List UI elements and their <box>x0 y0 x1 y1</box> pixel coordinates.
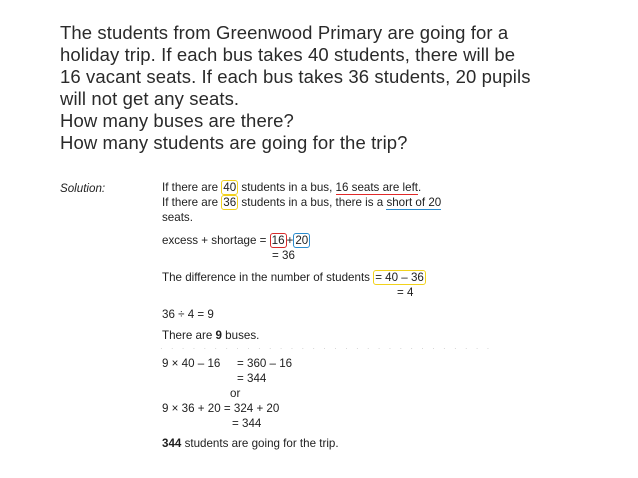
calc2-line: 9 × 36 + 20 = 324 + 20 <box>162 402 280 415</box>
text: There are <box>162 329 216 342</box>
underline-16-seats: 16 seats are left <box>335 181 419 194</box>
faint-scan-marks: · · · · · · · · · · · · · · · · · · · · · · · · · · · · · · · <box>160 344 493 353</box>
question-line-2: holiday trip. If each bus takes 40 students, there will be <box>60 44 516 65</box>
text: students in a bus, there is a <box>238 196 387 209</box>
underline-short-of-20: short of 20 <box>386 196 442 209</box>
question-line-5: How many buses are there? <box>60 110 294 131</box>
text: excess + shortage = <box>162 234 270 247</box>
box-40-minus-36: = 40 – 36 <box>375 271 424 284</box>
answer-number: 344 <box>162 437 182 450</box>
excess-shortage-line <box>162 234 310 248</box>
calc2-result: = 344 <box>232 417 262 430</box>
text: students in a bus, <box>238 181 336 194</box>
buses-line <box>162 329 259 343</box>
buses-count: 9 <box>215 329 222 342</box>
text: If there are <box>162 181 222 194</box>
division-line: 36 ÷ 4 = 9 <box>162 308 214 321</box>
calc1-right: = 360 – 16 <box>237 357 293 370</box>
highlight-36: 36 <box>223 196 237 209</box>
text: students are going for the trip. <box>181 437 339 450</box>
text: + <box>286 234 294 247</box>
difference-line <box>162 271 426 285</box>
question-line-1: The students from Greenwood Primary are going for a <box>60 22 509 43</box>
text: The difference in the number of students <box>162 271 374 284</box>
calc1-result: = 344 <box>237 372 267 385</box>
text: buses. <box>221 329 260 342</box>
difference-result: = 4 <box>397 286 414 299</box>
question-line-4: will not get any seats. <box>60 88 240 109</box>
box-20: 20 <box>295 234 309 247</box>
solution-label: Solution: <box>60 182 106 195</box>
text: . <box>418 181 422 194</box>
box-16: 16 <box>271 234 285 247</box>
solution-line-1 <box>162 181 421 195</box>
highlight-40: 40 <box>223 181 237 194</box>
calc1-left: 9 × 40 – 16 <box>162 357 221 370</box>
or-text: or <box>230 387 241 400</box>
solution-line-2 <box>162 196 441 210</box>
question-line-3: 16 vacant seats. If each bus takes 36 students, 20 pupils <box>60 66 531 87</box>
question-line-6: How many students are going for the trip? <box>60 132 408 153</box>
solution-line-3: seats. <box>162 211 193 224</box>
text: If there are <box>162 196 222 209</box>
excess-result: = 36 <box>272 249 295 262</box>
answer-line <box>162 437 339 451</box>
